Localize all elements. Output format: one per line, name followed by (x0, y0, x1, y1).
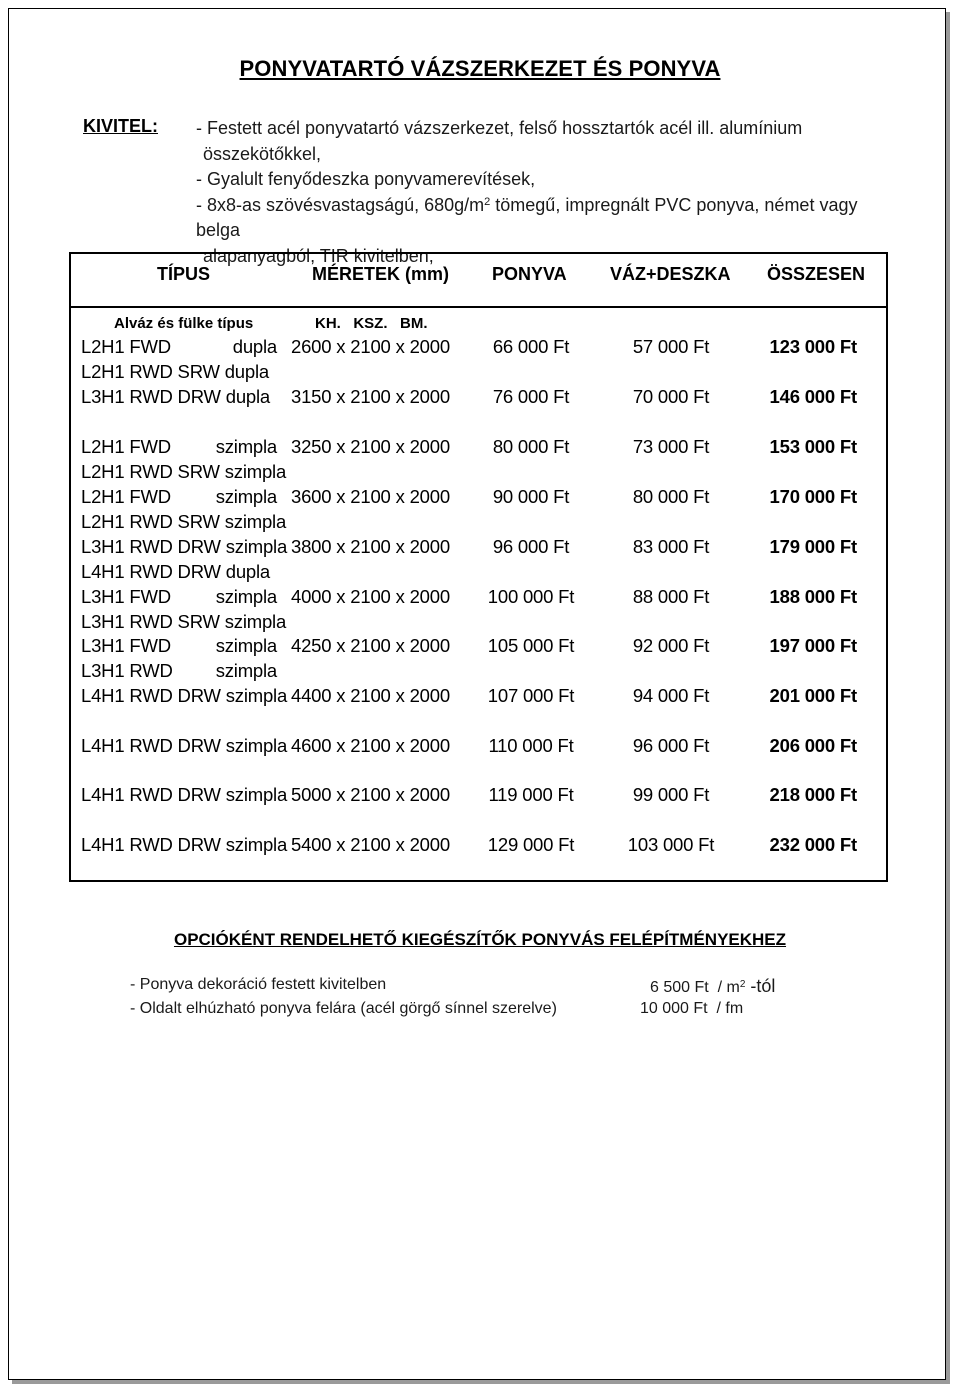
row-type: L3H1 RWD DRW dupla (81, 386, 271, 407)
option-2-label: - Oldalt elhúzható ponyva felára (acél görgő sínnel szerelve) (130, 1000, 557, 1017)
row-size: 3800 x 2100 x 2000 (291, 536, 450, 557)
row-type: L2H1 RWD SRW szimpla (81, 461, 287, 482)
row-vaz-price: 80 000 Ft (632, 486, 710, 507)
row-type: L3H1 RWD DRW szimpla (81, 536, 288, 557)
option-1-price: 6 500 Ft / $m^2$ -tól (650, 976, 776, 996)
kivitel-label: KIVITEL: (83, 116, 158, 136)
row-type: L2H1 FWD (81, 336, 171, 357)
row-total-price: 197 000 Ft (769, 635, 857, 656)
row-ponyva-price: 80 000 Ft (492, 436, 570, 457)
row-ponyva-price: 100 000 Ft (487, 586, 575, 607)
row-type: L3H1 FWD (81, 635, 171, 656)
row-vaz-price: 57 000 Ft (632, 336, 710, 357)
row-type: L2H1 FWD (81, 436, 171, 457)
kivitel-line-2: összekötőkkel, (203, 143, 322, 164)
row-type: L4H1 RWD DRW szimpla (81, 784, 288, 805)
row-ponyva-price: 119 000 Ft (488, 784, 574, 805)
row-vaz-price: 96 000 Ft (632, 735, 710, 756)
row-ponyva-price: 76 000 Ft (492, 386, 570, 407)
table-header-row (71, 254, 886, 308)
page-title: PONYVATARTÓ VÁZSZERKEZET ÉS PONYVA (239, 56, 721, 81)
row-ponyva-price: 105 000 Ft (487, 635, 575, 656)
row-ponyva-price: 66 000 Ft (492, 336, 570, 357)
row-ponyva-price: 90 000 Ft (492, 486, 570, 507)
row-type: L3H1 FWD (81, 586, 171, 607)
row-type: L2H1 FWD (81, 486, 171, 507)
row-vaz-price: 73 000 Ft (632, 436, 710, 457)
row-vaz-price: 99 000 Ft (632, 784, 710, 805)
row-type-variant: szimpla (215, 635, 277, 656)
price-table (69, 252, 888, 882)
subheader-alvaz: Alváz és fülke típus (114, 315, 254, 332)
row-total-price: 218 000 Ft (769, 784, 857, 805)
row-total-price: 146 000 Ft (769, 386, 857, 407)
header-ponyva: PONYVA (492, 264, 567, 284)
row-total-price: 170 000 Ft (769, 486, 857, 507)
kivitel-line-3: - Gyalult fenyődeszka ponyvamerevítések, (196, 169, 536, 189)
row-total-price: 201 000 Ft (769, 685, 857, 706)
kivitel-description (196, 116, 896, 269)
options-title: OPCIÓKÉNT RENDELHETŐ KIEGÉSZÍTŐK PONYVÁS FELÉPÍTMÉNYEKHEZ (173, 930, 787, 949)
subheader-dimensions: KH. KSZ. BM. (315, 315, 428, 332)
header-tipus: TÍPUS (157, 264, 211, 284)
row-total-price: 179 000 Ft (769, 536, 857, 557)
row-type: L3H1 RWD (81, 660, 173, 681)
row-total-price: 188 000 Ft (769, 586, 857, 607)
header-meretek: MÉRETEK (mm) (312, 264, 450, 284)
row-size: 4000 x 2100 x 2000 (291, 586, 450, 607)
row-vaz-price: 103 000 Ft (627, 834, 715, 855)
row-vaz-price: 94 000 Ft (632, 685, 710, 706)
row-vaz-price: 70 000 Ft (632, 386, 710, 407)
row-vaz-price: 92 000 Ft (632, 635, 710, 656)
row-vaz-price: 83 000 Ft (632, 536, 710, 557)
row-type: L2H1 RWD SRW dupla (81, 361, 269, 382)
row-ponyva-price: 107 000 Ft (487, 685, 575, 706)
row-size: 3600 x 2100 x 2000 (291, 486, 450, 507)
row-type-variant: szimpla (215, 586, 277, 607)
row-total-price: 123 000 Ft (769, 336, 857, 357)
row-size: 4250 x 2100 x 2000 (291, 635, 450, 656)
row-ponyva-price: 96 000 Ft (492, 536, 570, 557)
row-type-variant: szimpla (215, 486, 277, 507)
row-ponyva-price: 129 000 Ft (487, 834, 575, 855)
row-type: L4H1 RWD DRW szimpla (81, 834, 288, 855)
kivitel-line-1: - Festett acél ponyvatartó vázszerkezet, felső hossztartók acél ill. alumínium (196, 118, 803, 138)
header-vaz-deszka: VÁZ+DESZKA (610, 264, 731, 284)
row-size: 5000 x 2100 x 2000 (291, 784, 450, 805)
row-size: 5400 x 2100 x 2000 (291, 834, 450, 855)
row-size: 4600 x 2100 x 2000 (291, 735, 450, 756)
row-type: L4H1 RWD DRW dupla (81, 561, 271, 582)
kivitel-line-5: alapanyagból, TIR kivitelben, (203, 245, 434, 266)
header-osszesen: ÖSSZESEN (767, 264, 866, 284)
row-vaz-price: 88 000 Ft (632, 586, 710, 607)
option-2-price: 10 000 Ft / fm (640, 1000, 744, 1017)
option-1-label: - Ponyva dekoráció festett kivitelben (130, 976, 387, 993)
row-size: 2600 x 2100 x 2000 (291, 336, 450, 357)
row-type-variant: szimpla (215, 660, 277, 681)
row-total-price: 153 000 Ft (769, 436, 857, 457)
row-type-variant: szimpla (215, 436, 277, 457)
row-total-price: 206 000 Ft (769, 735, 857, 756)
row-size: 4400 x 2100 x 2000 (291, 685, 450, 706)
row-size: 3150 x 2100 x 2000 (291, 386, 450, 407)
row-type: L4H1 RWD DRW szimpla (81, 685, 288, 706)
row-total-price: 232 000 Ft (769, 834, 857, 855)
row-ponyva-price: 110 000 Ft (488, 735, 574, 756)
row-type: L4H1 RWD DRW szimpla (81, 735, 288, 756)
row-type-variant: dupla (232, 336, 277, 357)
row-type: L2H1 RWD SRW szimpla (81, 511, 287, 532)
row-size: 3250 x 2100 x 2000 (291, 436, 450, 457)
row-type: L3H1 RWD SRW szimpla (81, 611, 287, 632)
kivitel-line-4: - 8x8-as szövésvastagságú, $680g/m^2$ tömegű, impregnált PVC ponyva, német vagy belga (196, 194, 858, 240)
